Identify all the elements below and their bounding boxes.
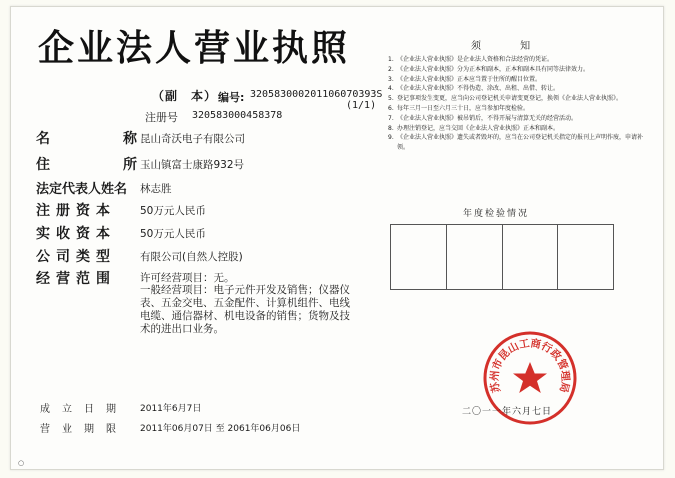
field-value-address: 玉山镇富士康路932号: [140, 159, 245, 171]
inspection-cell: [447, 225, 503, 289]
field-value-legal-rep: 林志胜: [140, 183, 172, 195]
notice-item: 5. 登记事项发生变更，应当向公司登记机关申请变更登记，换领《企业法人营业执照》。: [388, 95, 623, 103]
number-label: 编号:: [218, 91, 245, 104]
field-label-company-type: 公司类型: [36, 249, 116, 265]
field-value-registered-capital: 50万元人民币: [140, 205, 206, 217]
inspection-cell: [503, 225, 559, 289]
date-value-business-term: 2011年06月07日 至 2061年06月06日: [140, 424, 301, 434]
document-title: 企业法人营业执照: [38, 27, 351, 69]
inspection-cell: [391, 225, 447, 289]
field-label-business-scope: 经营范围: [36, 271, 116, 287]
copy-label: （副 本）: [152, 89, 218, 103]
notice-item: 7. 《企业法人营业执照》被吊销后，不得开展与清算无关的经营活动。: [388, 114, 578, 122]
field-value-general-scope: 一般经营项目：电子元件开发及销售；仪器仪表、五金交电、五金配件、计算机组件、电线电缆、通信器材、机电设备的销售；货物及技术的进出口业务。: [140, 284, 350, 335]
field-label-paid-capital: 实收资本: [36, 226, 116, 242]
notice-item: 6. 每年三月一日至六月三十日，应当参加年度检验。: [388, 104, 530, 112]
notice-item: 2. 《企业法人营业执照》分为正本和副本，正本和副本具有同等法律效力。: [388, 65, 590, 73]
page-indicator: (1/1): [346, 100, 377, 111]
notice-item: 8. 办理注销登记，应当交回《企业法人营业执照》正本和副本。: [388, 124, 560, 132]
notice-list: [388, 55, 646, 153]
field-value-company-type: 有限公司(自然人控股): [140, 251, 243, 263]
field-label-registered-capital: 注册资本: [36, 203, 116, 219]
reg-no-value: 320583000458378: [192, 110, 283, 121]
field-label-legal-rep: 法定代表人姓名: [36, 182, 128, 197]
field-value-name: 昆山奇沃电子有限公司: [140, 133, 245, 145]
notice-title: 须 知: [471, 41, 549, 52]
field-label-name: 名 称: [36, 131, 152, 147]
annual-inspection-title: 年度检验情况: [463, 209, 530, 219]
date-label-established: 成立日期: [40, 404, 128, 415]
field-value-paid-capital: 50万元人民币: [140, 228, 206, 240]
notice-item: 4. 《企业法人营业执照》不得伪造、涂改、出租、出借、转让。: [388, 85, 560, 93]
hole-mark-icon: ○: [18, 459, 25, 467]
date-label-business-term: 营业期限: [40, 424, 128, 435]
field-value-licensed-scope: 许可经营项目：无。: [140, 272, 235, 284]
reg-no-label: 注册号: [145, 111, 178, 124]
field-label-address: 住 所: [36, 157, 152, 173]
notice-item: 9. 《企业法人营业执照》遗失或者毁坏的，应当在公司登记机关指定的报刊上声明作废，申请补领。: [388, 134, 644, 152]
notice-item: 3. 《企业法人营业执照》正本应当置于住所的醒目位置。: [388, 75, 542, 83]
inspection-cell: [558, 225, 613, 289]
number-value: 320583000201106070393S: [250, 89, 383, 100]
date-value-established: 2011年6月7日: [140, 404, 202, 414]
annual-inspection-table: [390, 224, 614, 290]
seal-text: 苏州市昆山工商行政管理局: [488, 337, 572, 394]
issue-date: 二〇一一年六月七日: [462, 407, 553, 417]
notice-item: 1. 《企业法人营业执照》是企业法人资格和合法经营的凭证。: [388, 56, 554, 63]
